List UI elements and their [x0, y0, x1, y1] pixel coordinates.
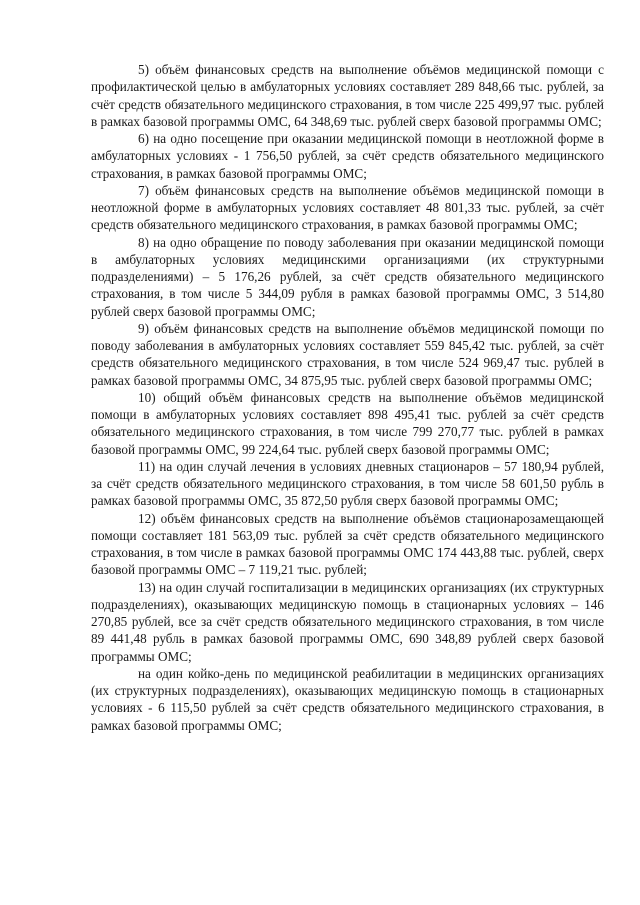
- paragraph-item-8: 8) на одно обращение по поводу заболевания при оказании медицинской помощи в амбулаторных условиях медицинскими организациями (их структурными подразделениями) – 5 176,26 рублей, за счёт средств обязательного медицинского страхования, в том числе 5 344,09 рубля в рамках базовой программы ОМС, 3 514,80 рублей сверх базовой программы ОМС;: [91, 234, 604, 319]
- paragraph-item-7: 7) объём финансовых средств на выполнение объёмов медицинской помощи в неотложной форме в амбулаторных условиях составляет 48 801,33 тыс. рублей, за счёт средств обязательного медицинского страхования, в рамках базовой программы ОМС;: [91, 182, 604, 233]
- document-page: [91, 61, 604, 734]
- paragraph-bed-day: на один койко-день по медицинской реабилитации в медицинских организациях (их структурных подразделениях), оказывающих медицинскую помощь в стационарных условиях - 6 115,50 рублей за счёт средств обязательного медицинского страхования, в рамках базовой программы ОМС;: [91, 665, 604, 733]
- paragraph-item-10: 10) общий объём финансовых средств на выполнение объёмов медицинской помощи в амбулаторных условиях составляет 898 495,41 тыс. рублей за счёт средств обязательного медицинского страхования, в том числе 799 270,77 тыс. рублей в рамках базовой программы ОМС, 99 224,64 тыс. рублей сверх базовой программы ОМС;: [91, 389, 604, 457]
- paragraph-item-9: 9) объём финансовых средств на выполнение объёмов медицинской помощи по поводу заболевания в амбулаторных условиях составляет 559 845,42 тыс. рублей, за счёт средств обязательного медицинского страхования, в том числе 524 969,47 тыс. рублей в рамках базовой программы ОМС, 34 875,95 тыс. рублей сверх базовой программы ОМС;: [91, 320, 604, 388]
- paragraph-item-11: 11) на один случай лечения в условиях дневных стационаров – 57 180,94 рублей, за счёт средств обязательного медицинского страхования, в том числе 58 601,50 рубль в рамках базовой программы ОМС, 35 872,50 рубля сверх базовой программы ОМС;: [91, 458, 604, 509]
- paragraph-item-5: 5) объём финансовых средств на выполнение объёмов медицинской помощи с профилактической целью в амбулаторных условиях составляет 289 848,66 тыс. рублей, за счёт средств обязательного медицинского страхования, в том числе 225 499,97 тыс. рублей в рамках базовой программы ОМС, 64 348,69 тыс. рублей сверх базовой программы ОМС;: [91, 62, 604, 129]
- paragraph-item-12: 12) объём финансовых средств на выполнение объёмов стационарозамещающей помощи составляет 181 563,09 тыс. рублей за счёт средств обязательного медицинского страхования, в том числе в рамках базовой программы ОМС 174 443,88 тыс. рублей, сверх базовой программы ОМС – 7 119,21 тыс. рублей;: [91, 510, 604, 578]
- paragraph-item-13: 13) на один случай госпитализации в медицинских организациях (их структурных подразделениях), оказывающих медицинскую помощь в стационарных условиях – 146 270,85 рублей, все за счёт средств обязательного медицинского страхования, в том числе 89 441,48 рубль в рамках базовой программы ОМС, 690 348,89 рублей сверх базовой программы ОМС;: [91, 579, 604, 664]
- paragraph-item-6: 6) на одно посещение при оказании медицинской помощи в неотложной форме в амбулаторных условиях - 1 756,50 рублей, за счёт средств обязательного медицинского страхования, в рамках базовой программы ОМС;: [91, 131, 604, 181]
